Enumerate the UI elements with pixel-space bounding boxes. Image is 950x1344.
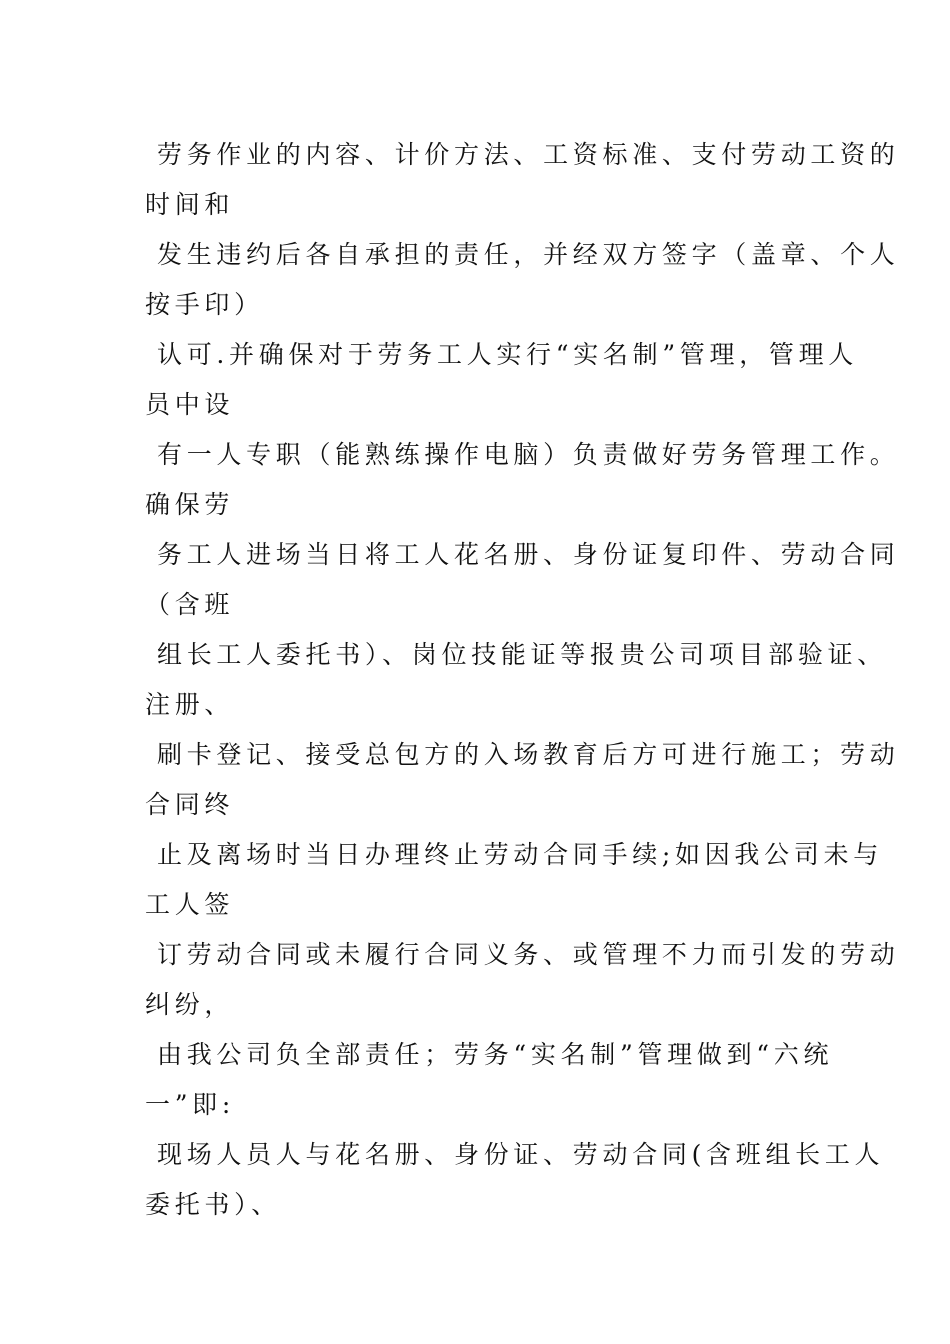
paragraph-11-line-2: 委托书）、: [145, 1190, 282, 1219]
paragraph-9: [145, 930, 900, 1030]
paragraph-4-line-1: 有一人专职（能熟练操作电脑）负责做好劳务管理工作。: [157, 440, 900, 469]
paragraph-5-line-1: 务工人进场当日将工人花名册、身份证复印件、劳动合同: [157, 540, 900, 569]
paragraph-6-line-1: 组长工人委托书）、岗位技能证等报贵公司项目部验证、: [157, 640, 888, 669]
paragraph-7: [145, 730, 900, 830]
paragraph-10: [145, 1030, 834, 1130]
paragraph-9-line-1: 订劳动合同或未履行合同义务、或管理不力而引发的劳动: [157, 940, 900, 969]
paragraph-1-line-2: 时间和: [145, 190, 235, 219]
paragraph-7-line-2: 合同终: [145, 790, 235, 819]
paragraph-8-line-1: 止及离场时当日办理终止劳动合同手续;如因我公司未与: [157, 840, 883, 869]
paragraph-7-line-1: 刷卡登记、接受总包方的入场教育后方可进行施工；劳动: [157, 740, 900, 769]
paragraph-6-line-2: 注册、: [145, 690, 235, 719]
paragraph-11-line-1: 现场人员人与花名册、身份证、劳动合同(含班组长工人: [157, 1140, 885, 1169]
paragraph-2: [145, 230, 900, 330]
paragraph-8: [145, 830, 883, 930]
paragraph-11: [145, 1130, 885, 1230]
paragraph-4: [145, 430, 900, 530]
paragraph-10-line-2: 一”即:: [145, 1090, 236, 1119]
paragraph-5-line-2: （含班: [145, 590, 235, 619]
paragraph-10-line-1: 由我公司负全部责任；劳务“实名制”管理做到“六统: [157, 1040, 834, 1069]
paragraph-6: [145, 630, 888, 730]
paragraph-3-line-2: 员中设: [145, 390, 235, 419]
paragraph-1-line-1: 劳务作业的内容、计价方法、工资标准、支付劳动工资的: [157, 140, 900, 169]
document-body: [145, 130, 900, 1230]
paragraph-2-line-2: 按手印）: [145, 290, 264, 319]
paragraph-9-line-2: 纠纷，: [145, 990, 235, 1019]
paragraph-1: [145, 130, 900, 230]
paragraph-3-line-1: 认可.并确保对于劳务工人实行“实名制”管理，管理人: [157, 340, 859, 369]
paragraph-4-line-2: 确保劳: [145, 490, 235, 519]
paragraph-2-line-1: 发生违约后各自承担的责任，并经双方签字（盖章、个人: [157, 240, 900, 269]
paragraph-5: [145, 530, 900, 630]
paragraph-3: [145, 330, 859, 430]
paragraph-8-line-2: 工人签: [145, 890, 235, 919]
